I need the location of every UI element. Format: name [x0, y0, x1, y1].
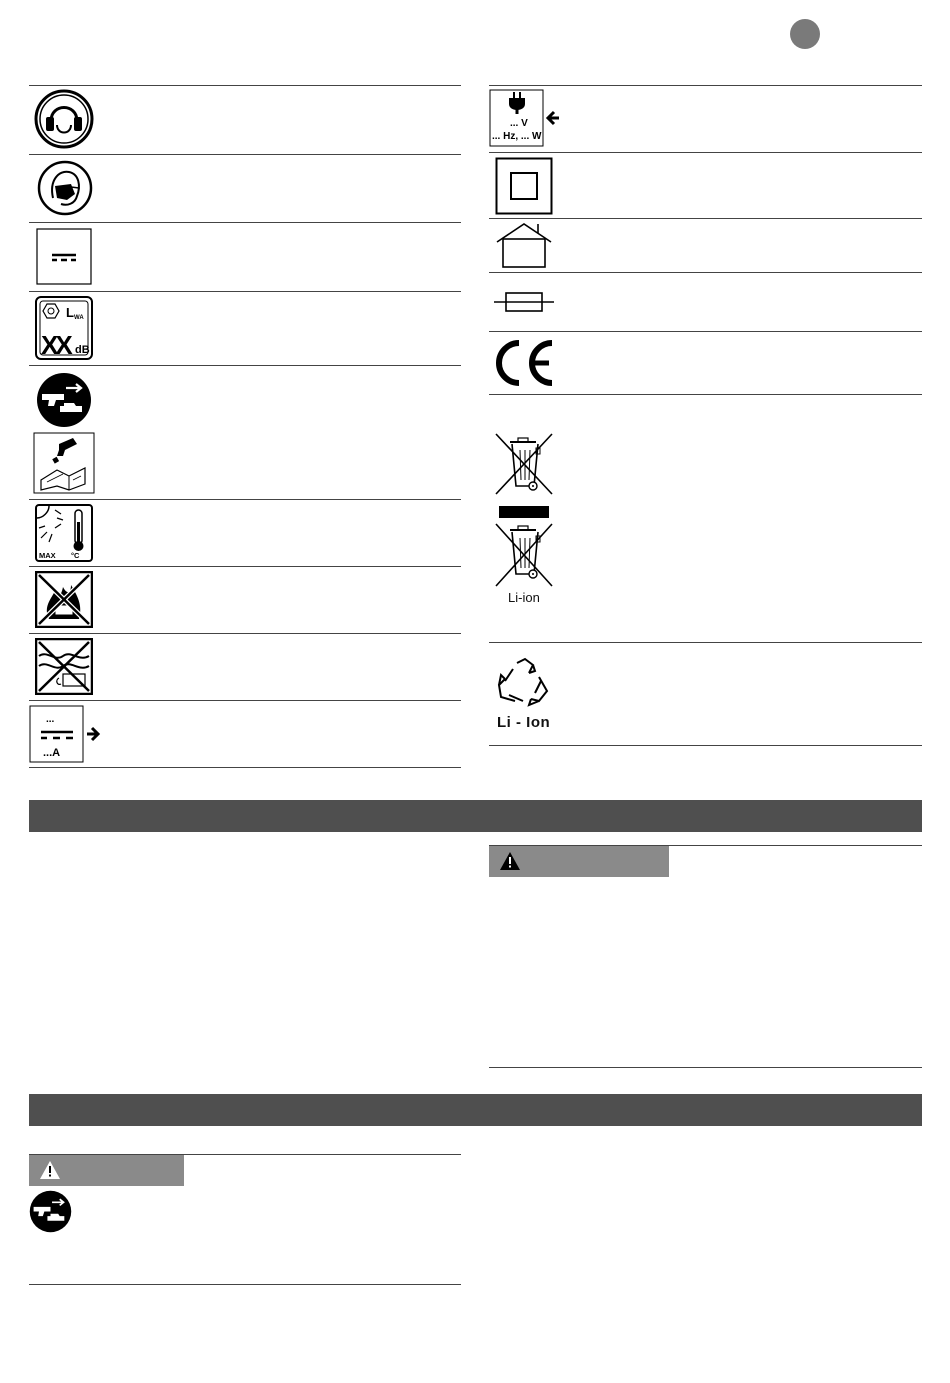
- weee-bin-icon: [494, 432, 554, 496]
- battery-bin-label: Li-ion: [508, 590, 540, 605]
- no-water-icon: [35, 638, 93, 695]
- section-header-bar: [29, 800, 922, 832]
- divider: [489, 85, 922, 86]
- svg-text:XX: XX: [41, 330, 70, 360]
- recycle-label: Li - Ion: [497, 714, 551, 731]
- read-manual-icon: [33, 432, 95, 494]
- divider: [29, 566, 461, 567]
- section-header-bar: [29, 1094, 922, 1126]
- fuse-icon: [494, 289, 554, 315]
- divider: [489, 745, 922, 746]
- battery-bin-icon: [494, 506, 554, 588]
- svg-text:... V: ... V: [510, 118, 528, 129]
- power-input-icon: [489, 89, 563, 147]
- divider: [489, 152, 922, 153]
- no-fire-icon: [35, 571, 93, 628]
- divider: [29, 85, 461, 86]
- protection-class-ii-icon: [495, 157, 553, 215]
- divider: [29, 633, 461, 634]
- divider: [29, 365, 461, 366]
- dust-mask-icon: [37, 160, 93, 216]
- ce-mark-icon: [491, 338, 557, 388]
- warning-label: [489, 846, 669, 877]
- remove-battery-icon: [36, 372, 92, 428]
- divider: [29, 499, 461, 500]
- divider: [29, 222, 461, 223]
- divider: [489, 1067, 922, 1068]
- max-temperature-icon: [35, 504, 93, 562]
- charger-output-icon: [29, 705, 103, 763]
- sound-power-level-icon: [35, 296, 93, 360]
- recycle-icon: [495, 655, 553, 713]
- direct-current-icon: [36, 228, 92, 285]
- ear-protection-icon: [34, 89, 94, 149]
- language-indicator: [790, 19, 820, 49]
- svg-text:MAX: MAX: [39, 551, 56, 560]
- divider: [29, 291, 461, 292]
- divider: [29, 700, 461, 701]
- remove-battery-icon: [29, 1190, 72, 1233]
- divider: [489, 394, 922, 395]
- divider: [489, 272, 922, 273]
- divider: [29, 1284, 461, 1285]
- svg-text:WA: WA: [74, 315, 84, 321]
- divider: [489, 218, 922, 219]
- indoor-use-icon: [494, 222, 554, 270]
- warning-label: [29, 1155, 184, 1186]
- divider: [489, 642, 922, 643]
- divider: [489, 331, 922, 332]
- svg-text:...: ...: [46, 714, 55, 725]
- svg-text:°C: °C: [71, 551, 80, 560]
- svg-text:dB: dB: [75, 344, 90, 356]
- warning-triangle-icon: [39, 1160, 61, 1180]
- svg-text:...A: ...A: [43, 747, 61, 759]
- divider: [29, 154, 461, 155]
- svg-text:... Hz, ... W: ... Hz, ... W: [492, 131, 542, 142]
- warning-triangle-icon: [499, 851, 521, 871]
- svg-text:L: L: [66, 305, 74, 320]
- divider: [29, 767, 461, 768]
